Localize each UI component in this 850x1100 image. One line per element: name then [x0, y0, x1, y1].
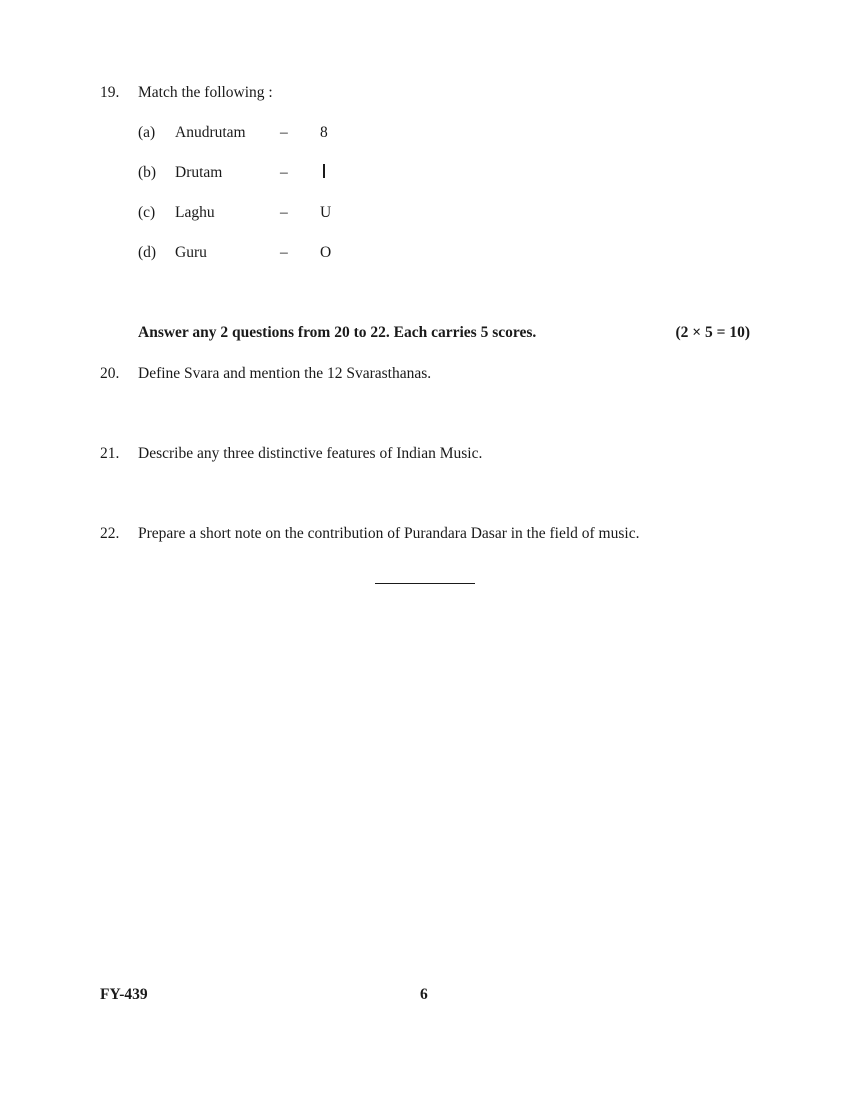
- question-21-number: 21.: [100, 445, 120, 462]
- footer-page-number: 6: [420, 986, 428, 1003]
- option-d-dash: –: [280, 244, 288, 261]
- option-c-symbol: U: [320, 204, 332, 221]
- question-19-text: Match the following :: [138, 84, 273, 101]
- question-22-text: Prepare a short note on the contribution of Purandara Dasar in the field of music.: [138, 525, 640, 542]
- option-d-label: (d): [138, 244, 157, 261]
- option-a-dash: –: [280, 124, 288, 141]
- option-b-label: (b): [138, 164, 157, 181]
- option-d-symbol: O: [320, 244, 332, 261]
- option-a-symbol: 8: [320, 124, 328, 141]
- option-a-label: (a): [138, 124, 156, 141]
- option-c-label: (c): [138, 204, 156, 221]
- option-b-term: Drutam: [175, 164, 223, 181]
- question-22-number: 22.: [100, 525, 120, 542]
- section-instruction: Answer any 2 questions from 20 to 22. Each carries 5 scores.: [138, 324, 537, 341]
- option-c-dash: –: [280, 204, 288, 221]
- option-d-term: Guru: [175, 244, 207, 261]
- option-b-symbol-laghu-bar: [323, 164, 325, 178]
- question-20-text: Define Svara and mention the 12 Svarasthanas.: [138, 365, 432, 382]
- question-20-number: 20.: [100, 365, 120, 382]
- question-19-number: 19.: [100, 84, 120, 101]
- end-of-questions-rule: [375, 583, 475, 584]
- section-marks: (2 × 5 = 10): [675, 324, 750, 341]
- question-21-text: Describe any three distinctive features of Indian Music.: [138, 445, 483, 462]
- option-a-term: Anudrutam: [175, 124, 246, 141]
- footer-paper-code: FY-439: [100, 986, 148, 1003]
- option-b-dash: –: [280, 164, 288, 181]
- option-c-term: Laghu: [175, 204, 215, 221]
